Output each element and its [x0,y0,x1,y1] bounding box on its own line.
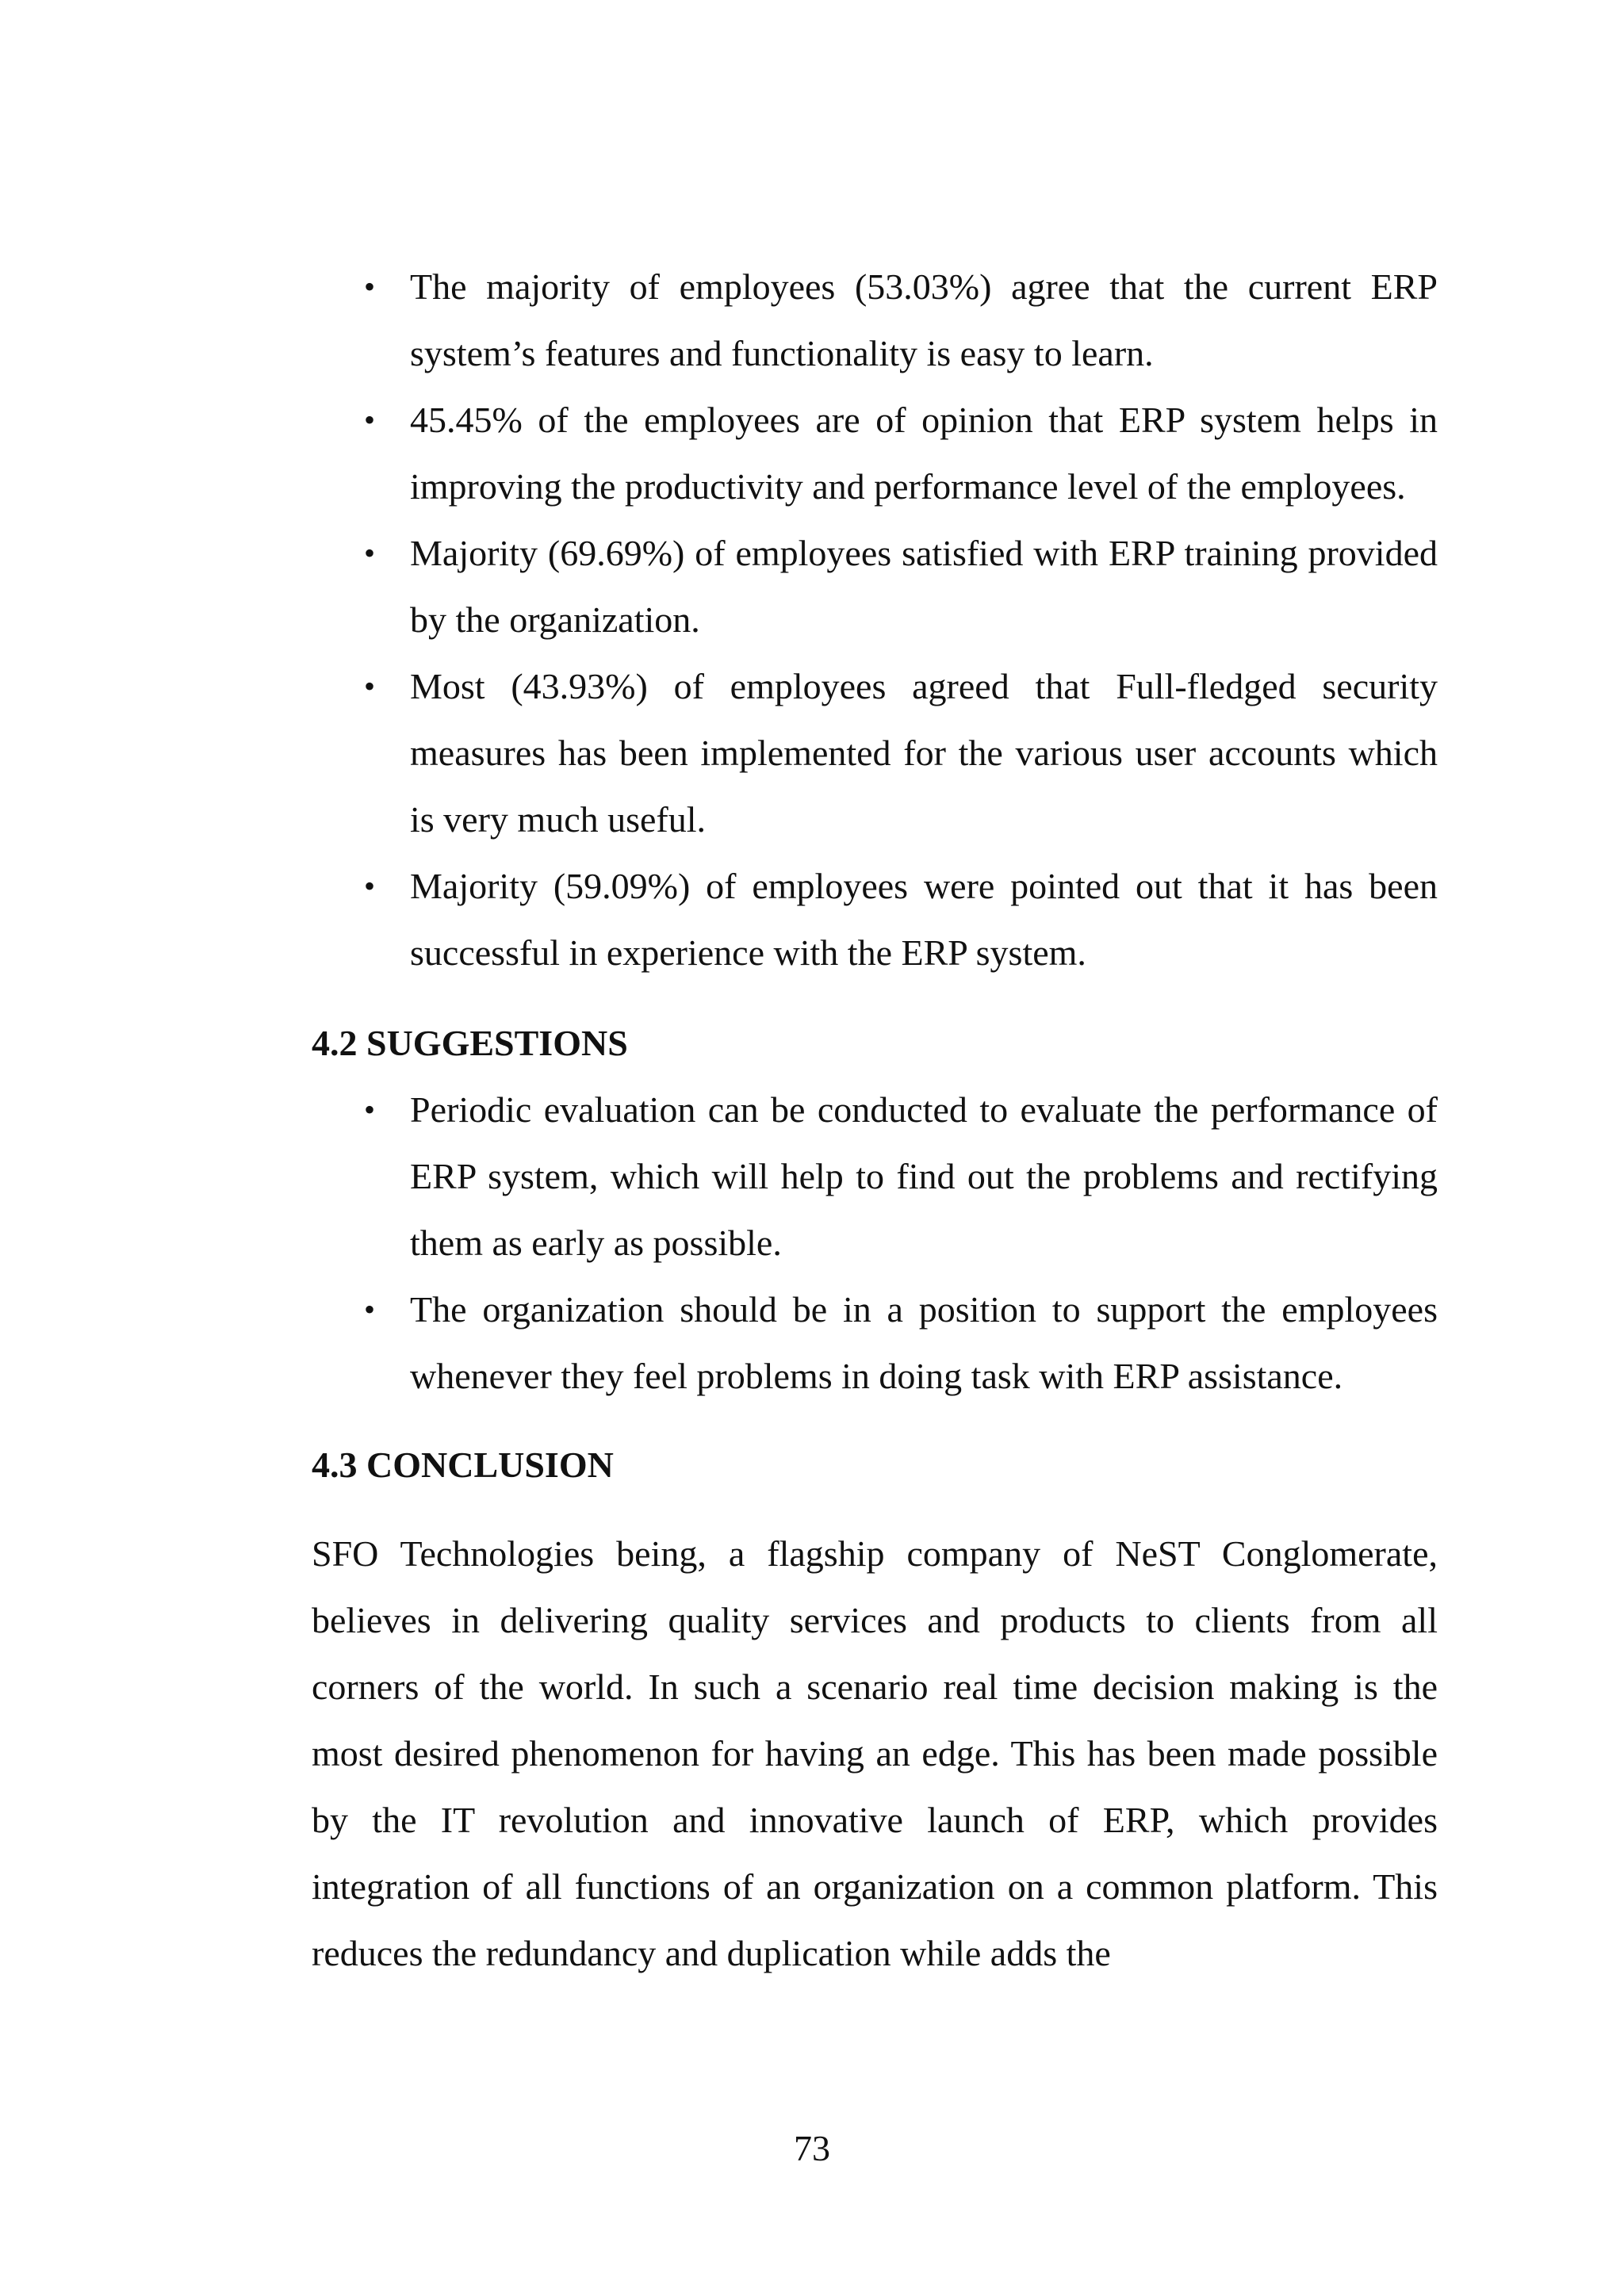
bullet-icon: • [364,402,376,438]
finding-text: 45.45% of the employees are of opinion that ERP system helps in improving the productivity and performance level of the employees. [410,400,1438,507]
conclusion-paragraph: SFO Technologies being, a flagship company of NeST Conglomerate, believes in delivering quality services and products to clients from all corners of the world. In such a scenario real time decision making is the most desired phenomenon for having an edge. This has been made possible by the IT revolution and innovative launch of ERP, which provides integration of all functions of an organization on a common platform. This reduces the redundancy and duplication while adds the [312,1533,1438,1973]
suggestion-text: Periodic evaluation can be conducted to evaluate the performance of ERP system, which will help to find out the problems and rectifying them as early as possible. [410,1089,1438,1263]
finding-text: The majority of employees (53.03%) agree that the current ERP system’s features and functionality is easy to learn. [410,266,1438,373]
bullet-icon: • [364,269,376,304]
suggestion-text: The organization should be in a position to support the employees whenever they feel problems in doing task with ERP assistance. [410,1289,1438,1396]
bullet-icon: • [364,1292,376,1327]
page-number: 73 [794,2128,830,2168]
suggestions-heading: 4.2 SUGGESTIONS [312,1023,628,1063]
list-item [312,653,1438,853]
bullet-icon: • [364,535,376,571]
list-item [312,1077,1438,1276]
page-content [312,254,1438,1987]
findings-list [312,254,1438,986]
finding-text: Majority (69.69%) of employees satisfied with ERP training provided by the organization. [410,533,1438,640]
list-item [312,387,1438,520]
bullet-icon: • [364,868,376,904]
bullet-icon: • [364,1092,376,1127]
list-item [312,254,1438,387]
conclusion-heading: 4.3 CONCLUSION [312,1445,614,1485]
finding-text: Majority (59.09%) of employees were pointed out that it has been successful in experience with the ERP system. [410,866,1438,973]
list-item [312,520,1438,653]
list-item [312,853,1438,986]
suggestions-list [312,1077,1438,1410]
bullet-icon: • [364,668,376,704]
finding-text: Most (43.93%) of employees agreed that Full-fledged security measures has been implemented for the various user accounts which is very much useful. [410,666,1438,840]
list-item [312,1276,1438,1410]
